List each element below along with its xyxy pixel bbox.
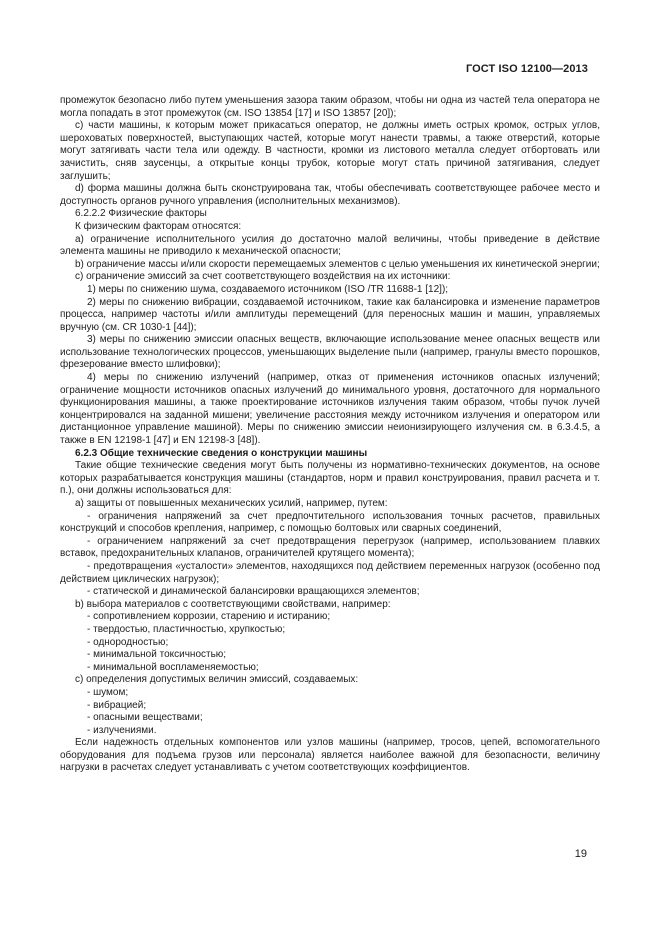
list-item: c) определения допустимых величин эмиссий, создаваемых: xyxy=(75,674,359,686)
sub-list-item: 3) меры по снижению эмиссии опасных веществ, включающие использование менее опасных веществ или использование технологических процессов, уменьшающих выделение пыли (например, гранулы вместо порошков, фрезерование вместо шлифовки); xyxy=(60,334,600,371)
list-item: c) ограничение эмиссий за счет соответствующего воздействия на их источники: xyxy=(75,271,451,283)
list-item: a) защиты от повышенных механических усилий, например, путем: xyxy=(75,498,388,509)
list-item: c) части машины, к которым может прикасаться оператор, не должны иметь острых кромок, острых углов, шероховатых поверхностей, выступающих частей, которые могут нанести травмы, а также отверстий, которые могут затягивать части тела или одежду. В частности, кромки из листового металла следует отбортовать или зачистить, сняв заусенцы, а открытые концы трубок, которые могут стать причиной затягивания, следует заглушить; xyxy=(60,120,600,182)
dash-item: - однородностью; xyxy=(87,636,169,648)
paragraph: Такие общие технические сведения могут быть получены из нормативно-технических документов, на основе которых разрабатывается конструкция машины (стандартов, норм и правил конструирования, правил расчета и т. п.), они должны использоваться для: xyxy=(60,460,600,497)
dash-item: - статической и динамической балансировки вращающихся элементов; xyxy=(87,586,420,598)
dash-item: - минимальной токсичностью; xyxy=(87,649,227,661)
sub-list-item: 2) меры по снижению вибрации, создаваемой источником, такие как балансировка и изменение параметров процесса, например частоты и/или амплитуды перемещений (для переносных машин и машин, управляемых вручную (см. CR 1030-1 [44]); xyxy=(60,296,600,333)
dash-item: - твердостью, пластичностью, хрупкостью; xyxy=(87,623,286,635)
list-item: d) форма машины должна быть сконструирована так, чтобы обеспечивать соответствующее рабочее место и доступность органов ручного управления (исполнительных механизмов). xyxy=(60,183,600,207)
subsection-heading: 6.2.2.2 Физические факторы xyxy=(75,208,207,220)
dash-item: - излучениями. xyxy=(87,724,157,736)
paragraph: К физическим факторам относятся: xyxy=(75,220,242,232)
list-item: b) выбора материалов с соответствующими свойствами, например: xyxy=(75,598,391,610)
dash-item: - предотвращения «усталости» элементов, находящихся под действием переменных нагрузок (особенно под действием циклических нагрузок); xyxy=(60,560,600,585)
dash-item: - ограничения напряжений за счет предпочтительного использования точных расчетов, правильных конструкций и способов крепления, например, с помощью болтовых или сварных соединений, xyxy=(60,510,600,535)
page-number: 19 xyxy=(574,848,587,860)
paragraph: Если надежность отдельных компонентов или узлов машины (например, тросов, цепей, вспомогательного оборудования для подъема грузов или персонала) является наиболее важной для безопасности, величину нагрузки в расчетах следует устанавливать с учетом соответствующих коэффициентов. xyxy=(60,737,600,774)
list-item: b) ограничение массы и/или скорости перемещаемых элементов с целью уменьшения их кинетической энергии; xyxy=(75,258,600,270)
section-heading: 6.2.3 Общие технические сведения о конструкции машины xyxy=(75,447,368,459)
paragraph: промежуток безопасно либо путем уменьшения зазора таким образом, чтобы ни одна из частей тела оператора не могла попадать в этот промежуток (см. ISO 13854 [17] и ISO 13857 [20]); xyxy=(60,95,600,119)
sub-list-item: 1) меры по снижению шума, создаваемого источником (ISO /TR 11688-1 [12]); xyxy=(87,283,449,295)
dash-item: - опасными веществами; xyxy=(87,712,203,724)
dash-item: - вибрацией; xyxy=(87,699,147,711)
dash-item: - ограничением напряжений за счет предотвращения перегрузок (например, использованием плавких вставок, предохранительных клапанов, ограничителей крутящего момента); xyxy=(60,535,600,560)
list-item: a) ограничение исполнительного усилия до достаточно малой величины, чтобы приведение в действие элемента машины не приводило к механической опасности; xyxy=(60,233,600,258)
dash-item: - сопротивлением коррозии, старению и истиранию; xyxy=(87,611,331,623)
dash-item: - минимальной воспламеняемостью; xyxy=(87,661,259,673)
dash-item: - шумом; xyxy=(87,686,129,698)
sub-list-item: 4) меры по снижению излучений (например, отказ от применения источников опасных излучений; ограничение мощности источников опасных излучений до минимального уровня, достаточного для нормального функционирования машины, а также проектирование источников излучения таким образом, чтобы пучок лучей концентрировался на заданной мишени; увеличение расстояния между источником излучения и оператором или дистанционное управление машиной). Меры по снижению эмиссии неионизирующего излучения см. в 6.3.4.5, а также в EN 12198-1 [47] и EN 12198-3 [48]). xyxy=(60,372,600,447)
document-body xyxy=(60,95,600,775)
document-header: ГОСТ ISO 12100—2013 xyxy=(465,63,588,75)
